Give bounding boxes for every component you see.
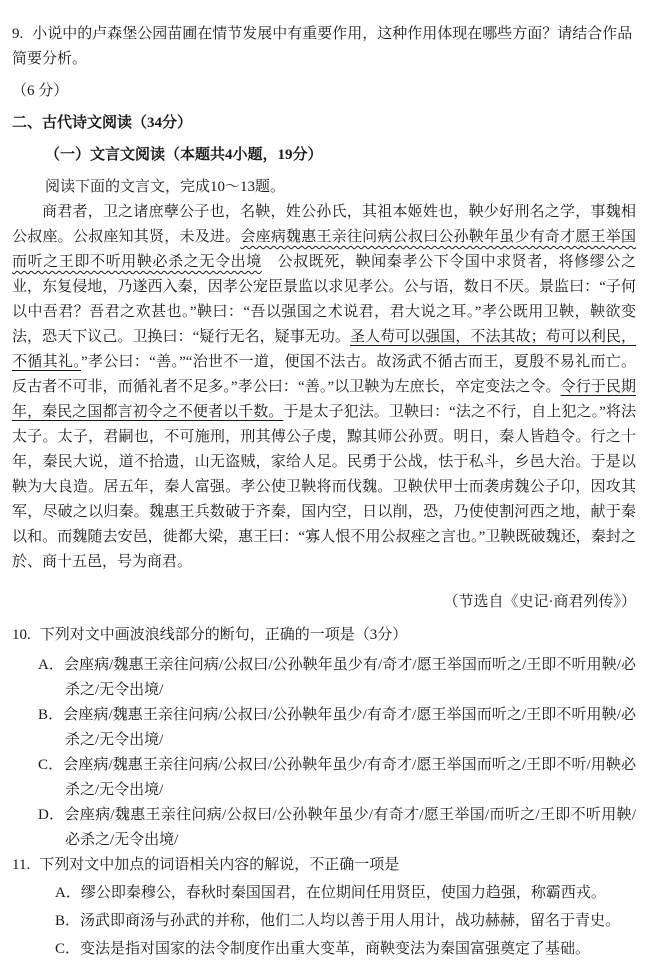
option-text: 汤武即商汤与孙武的并称，他们二人均以善于用人用计，战功赫赫，留名于青史。 [80,913,621,929]
option-text: 变法是指对国家的法令制度作出重大变革，商鞅变法为秦国富强奠定了基础。 [80,941,591,957]
passage-source: （节选自《史记·商君列传》） [443,594,636,610]
option-text: 会座病/魏惠王亲往问病/公叔曰/公孙鞅年虽少/有奇才/愿王举国而听之/王即不听用鞅/必杀之/无令出境/ [63,707,636,748]
option-label: B． [55,913,81,929]
option-label: B． [38,707,64,723]
option-row [12,653,636,703]
passage-segment: 公叔既死，鞅闻秦孝公下令国中求贤者，将修缪公之业，东复侵地，乃遂西入秦，因孝公宠臣景监以求见孝公。公与语，数日不厌。景监曰：“子何以中吾君？吾君之欢甚也。”鞅曰：“吾以强国之术说君，君大说之耳。”孝公既用卫鞅，鞅欲变法，恐天下议己。卫换曰：“疑行无名，疑事无功。 [12,254,636,345]
option-text: 会座病/魏惠王亲往问病/公叔曰/公孙鞅年虽少/有奇才/愿王举国而听之/王即不听/用鞅必杀之/无令出境/ [63,757,636,798]
passage-segment: 于是太子犯法。卫鞅曰：“法之不行，自上犯之。”将法太子。太子，君嗣也，不可施刑，刑其傅公子虔，黥其师公孙贾。明日，秦人皆趋令。行之十年，秦民大说，道不拾遗，山无盗贼，家给人足。民勇于公战，怯于私斗，乡邑大治。于是以鞅为大良造。居五年，秦人富强。孝公使卫鞅将而伐魏。卫鞅伏甲士而袭虏魏公子卬，因攻其军，尽破之以归秦。魏惠王兵数破于齐秦，国内空，日以削，恐，乃使使割河西之地，献于秦以和。而魏随去安邑，徙都大梁，惠王曰：“寡人恨不用公叔痤之言也。”卫鞅既破魏还，秦封之於、商十五邑，号为商君。 [12,404,636,570]
question-11-stem [12,853,636,878]
question-9-score: （6 分） [12,83,69,99]
question-10-stem [12,623,636,648]
section-heading: 二、古代诗文阅读（34分） [12,115,193,131]
option-label: C． [55,941,81,957]
passage-segment: 圣人苟可以强国，不法其故；苟可以利民，不循其礼。 [12,329,636,370]
option-label: D． [38,807,65,823]
question-9-text: 小说中的卢森堡公园苗圃在情节发展中有重要作用，这种作用体现在哪些方面？请结合作品简要分析。 [12,26,633,67]
subsection-heading: （一）文言文阅读（本题共4小题，19分） [45,147,323,163]
passage-segment: 会座病魏惠王亲往问病公叔曰公孙鞅年虽少有奇才愿王举国而听之王即不听用鞅必杀之无令出境 [12,229,636,270]
question-11-number: 11. [12,857,31,873]
question-11-text: 下列对文中加点的词语相关内容的解说，不正确一项是 [39,857,400,873]
option-label: A． [38,657,64,673]
question-10-number: 10. [12,627,31,643]
passage-segment: 令行于民期年，秦民之国都言初令之不便者以千数。 [12,379,636,420]
classical-passage [12,200,636,575]
option-label: C． [38,757,64,773]
option-text: 会座病/魏惠王亲往问病/公叔曰/公孙鞅年虽少/有奇才/愿王举国/而听之/王即不听用鞅/必杀之/无令出境/ [64,807,636,848]
passage-segment: 商君者，卫之诸庶孽公子也，名鞅，姓公孙氏，其祖本姬姓也，鞅少好刑名之学，事魏相公叔座。公叔座知其贤，未及进。 [12,204,636,245]
question-9-number: 9. [12,26,24,42]
option-row [12,753,636,803]
question-9 [12,22,636,72]
option-text: 缪公即秦穆公，春秋时秦国国君，在位期间任用贤臣，使国力趋强，称霸西戎。 [80,885,606,901]
option-text: 会座病/魏惠王亲往问病/公叔曰/公孙鞅年虽少有/奇才/愿王举国而听之/王即不听用鞅/必杀之/无令出境/ [63,657,636,698]
question-10-options [12,653,636,853]
option-row [12,803,636,853]
question-11-options [12,881,636,962]
option-row [12,881,636,906]
question-10-text: 下列对文中画波浪线部分的断句，正确的一项是（3分） [39,627,408,643]
option-row [12,909,636,934]
option-row [12,937,636,962]
option-row [12,703,636,753]
passage-segment: ”孝公曰：“善。”“治世不一道，便国不法古。故汤武不循古而王，夏殷不易礼而亡。反古者不可非，而循礼者不足多。”孝公曰：“善。”以卫鞅为左庶长，卒定变法之令。 [12,354,636,395]
option-label: A． [55,885,81,901]
passage-intro: 阅读下面的文言文，完成10～13题。 [45,179,286,195]
